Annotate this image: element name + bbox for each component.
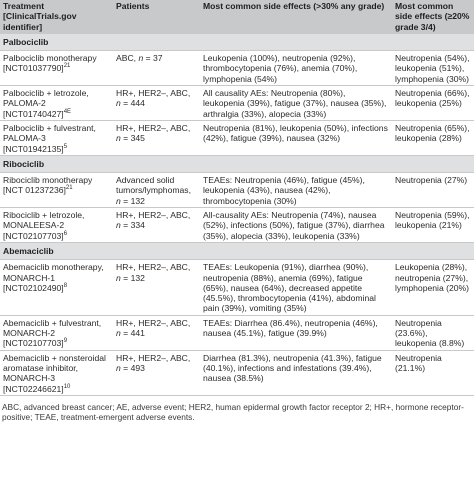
patients-cell [113, 120, 200, 155]
treatment-cell [0, 173, 113, 208]
grade34-effects-cell: Neutropenia (66%), leukopenia (25%) [392, 86, 474, 121]
reference-superscript: 8 [63, 282, 68, 289]
patients-count: 132 [130, 195, 145, 206]
common-effects-cell: Neutropenia (81%), leukopenia (50%), infections (42%), fatigue (39%), nausea (32%) [200, 120, 392, 155]
table-row [0, 208, 474, 243]
reference-superscript: 5 [63, 143, 68, 150]
table-row [0, 260, 474, 315]
n-symbol: n [116, 220, 121, 231]
patients-cell [113, 51, 200, 86]
n-symbol: n [116, 195, 121, 206]
equals-sign: = [120, 272, 131, 283]
patients-text: HR+, HER2–, ABC, [116, 352, 191, 363]
patients-count: 345 [130, 133, 145, 144]
table-row [0, 315, 474, 350]
grade34-effects-cell: Neutropenia (59%), leukopenia (21%) [392, 208, 474, 243]
section-title: Palbociclib [0, 34, 474, 51]
patients-text: HR+, HER2–, ABC, [116, 88, 191, 99]
patients-cell [113, 260, 200, 315]
grade34-effects-cell: Neutropenia (27%) [392, 173, 474, 208]
n-symbol: n [116, 133, 121, 144]
grade34-effects-cell: Neutropenia (21.1%) [392, 350, 474, 395]
table-footnote: ABC, advanced breast cancer; AE, adverse event; HER2, human epidermal growth factor receptor 2; HR+, hormone receptor-positive; TEAE, treatment-emergent adverse events. [2, 401, 464, 422]
table-row [0, 173, 474, 208]
treatment-text: Palbociclib monotherapy [NCT01037790] [3, 53, 97, 74]
n-symbol: n [116, 272, 121, 283]
grade34-effects-cell: Neutropenia (23.6%), leukopenia (8.8%) [392, 315, 474, 350]
treatment-cell [0, 51, 113, 86]
n-symbol: n [116, 362, 121, 373]
section-row [0, 34, 474, 51]
patients-cell [113, 173, 200, 208]
patients-cell [113, 350, 200, 395]
treatment-cell [0, 120, 113, 155]
treatment-text: Abemaciclib + fulvestrant, MONARCH-2 [NCT02107703] [3, 317, 102, 349]
reference-superscript: 9 [63, 338, 68, 345]
equals-sign: = [120, 98, 131, 109]
equals-sign: = [120, 362, 131, 373]
patients-cell [113, 208, 200, 243]
table-header-row [0, 0, 474, 34]
equals-sign: = [120, 328, 131, 339]
reference-superscript: 21 [65, 185, 73, 192]
patients-text: HR+, HER2–, ABC, [116, 210, 191, 221]
patients-count: 441 [130, 328, 145, 339]
common-effects-cell: Leukopenia (100%), neutropenia (92%), thrombocytopenia (76%), anemia (70%), lymphopenia (54%) [200, 51, 392, 86]
equals-sign: = [120, 133, 131, 144]
patients-cell [113, 315, 200, 350]
equals-sign: = [120, 220, 131, 231]
patients-count: 493 [130, 362, 145, 373]
patients-text: Advanced solid tumors/lymphomas, [116, 175, 191, 196]
treatment-cell [0, 350, 113, 395]
treatment-cell [0, 315, 113, 350]
patients-text: HR+, HER2–, ABC, [116, 262, 191, 273]
n-symbol: n [116, 98, 121, 109]
reference-superscript: 21 [63, 63, 71, 70]
treatment-text: Abemaciclib monotherapy, MONARCH-1 [NCT02102490] [3, 262, 104, 293]
treatment-text: Ribociclib + letrozole, MONALEESA-2 [NCT02107703] [3, 210, 85, 241]
common-effects-cell: Diarrhea (81.3%), neutropenia (41.3%), fatigue (40.1%), infections and infestations (39.4%), nausea (38.5%) [200, 350, 392, 395]
header-grade34-effects: Most common side effects (≥20% grade 3/4) [392, 0, 474, 34]
n-symbol: n [138, 53, 144, 64]
n-symbol: n [116, 328, 121, 339]
patients-text: HR+, HER2–, ABC, [116, 317, 191, 328]
grade34-effects-cell: Neutropenia (54%), leukopenia (51%), lymphopenia (30%) [392, 51, 474, 86]
patients-cell [113, 86, 200, 121]
treatment-text: Palbociclib + letrozole, PALOMA-2 [NCT01740427] [3, 88, 89, 119]
patients-count: 334 [130, 220, 145, 231]
patients-text: HR+, HER2–, ABC, [116, 122, 191, 133]
section-title: Ribociclib [0, 155, 474, 172]
common-effects-cell: TEAEs: Neutropenia (46%), fatigue (45%), leukopenia (43%), nausea (42%), thrombocytopenia (30%) [200, 173, 392, 208]
reference-superscript: 6 [63, 230, 68, 237]
patients-text: ABC, [116, 53, 139, 64]
table-row [0, 86, 474, 121]
section-title: Abemaciclib [0, 242, 474, 259]
grade34-effects-cell: Neutropenia (65%), leukopenia (28%) [392, 120, 474, 155]
common-effects-cell: TEAEs: Leukopenia (91%), diarrhea (90%), neutropenia (88%), anemia (69%), fatigue (65%), nausea (64%), decreased appetite (45.5%), thrombocytopenia (41%), abdominal pain (39%), vomiting (35%) [200, 260, 392, 315]
treatment-cell [0, 260, 113, 315]
reference-superscript: 4E [63, 108, 72, 115]
equals-sign: = [120, 195, 131, 206]
treatment-cell [0, 86, 113, 121]
treatment-text: Abemaciclib + nonsteroidal aromatase inhibitor, MONARCH-3 [NCT02246621] [3, 352, 106, 394]
patients-count: 37 [153, 53, 163, 64]
reference-superscript: 10 [63, 383, 71, 390]
header-common-effects: Most common side effects (>30% any grade) [200, 0, 392, 34]
patients-count: 132 [130, 272, 145, 283]
table-row [0, 51, 474, 86]
equals-sign: = [143, 53, 154, 64]
grade34-effects-cell: Leukopenia (28%), neutropenia (27%), lymphopenia (20%) [392, 260, 474, 315]
table-row [0, 120, 474, 155]
treatment-text: Palbociclib + fulvestrant, PALOMA-3 [NCT01942135] [3, 122, 96, 154]
header-patients: Patients [113, 0, 200, 34]
common-effects-cell: All causality AEs: Neutropenia (80%), leukopenia (39%), fatigue (37%), nausea (35%), arthralgia (33%), alopecia (33%) [200, 86, 392, 121]
common-effects-cell: TEAEs: Diarrhea (86.4%), neutropenia (46%), nausea (45.1%), fatigue (39.9%) [200, 315, 392, 350]
table-row [0, 350, 474, 395]
section-row [0, 155, 474, 172]
patients-count: 444 [130, 98, 145, 109]
table-body [0, 34, 474, 395]
treatment-text: Ribociclib monotherapy [NCT 01237236] [3, 175, 93, 196]
header-treatment: Treatment [ClinicalTrials.gov identifier] [0, 0, 113, 34]
common-effects-cell: All-causality AEs: Neutropenia (74%), nausea (52%), infections (50%), fatigue (37%), diarrhea (35%), alopecia (33%), leukopenia (33%) [200, 208, 392, 243]
section-row [0, 242, 474, 259]
treatment-cell [0, 208, 113, 243]
